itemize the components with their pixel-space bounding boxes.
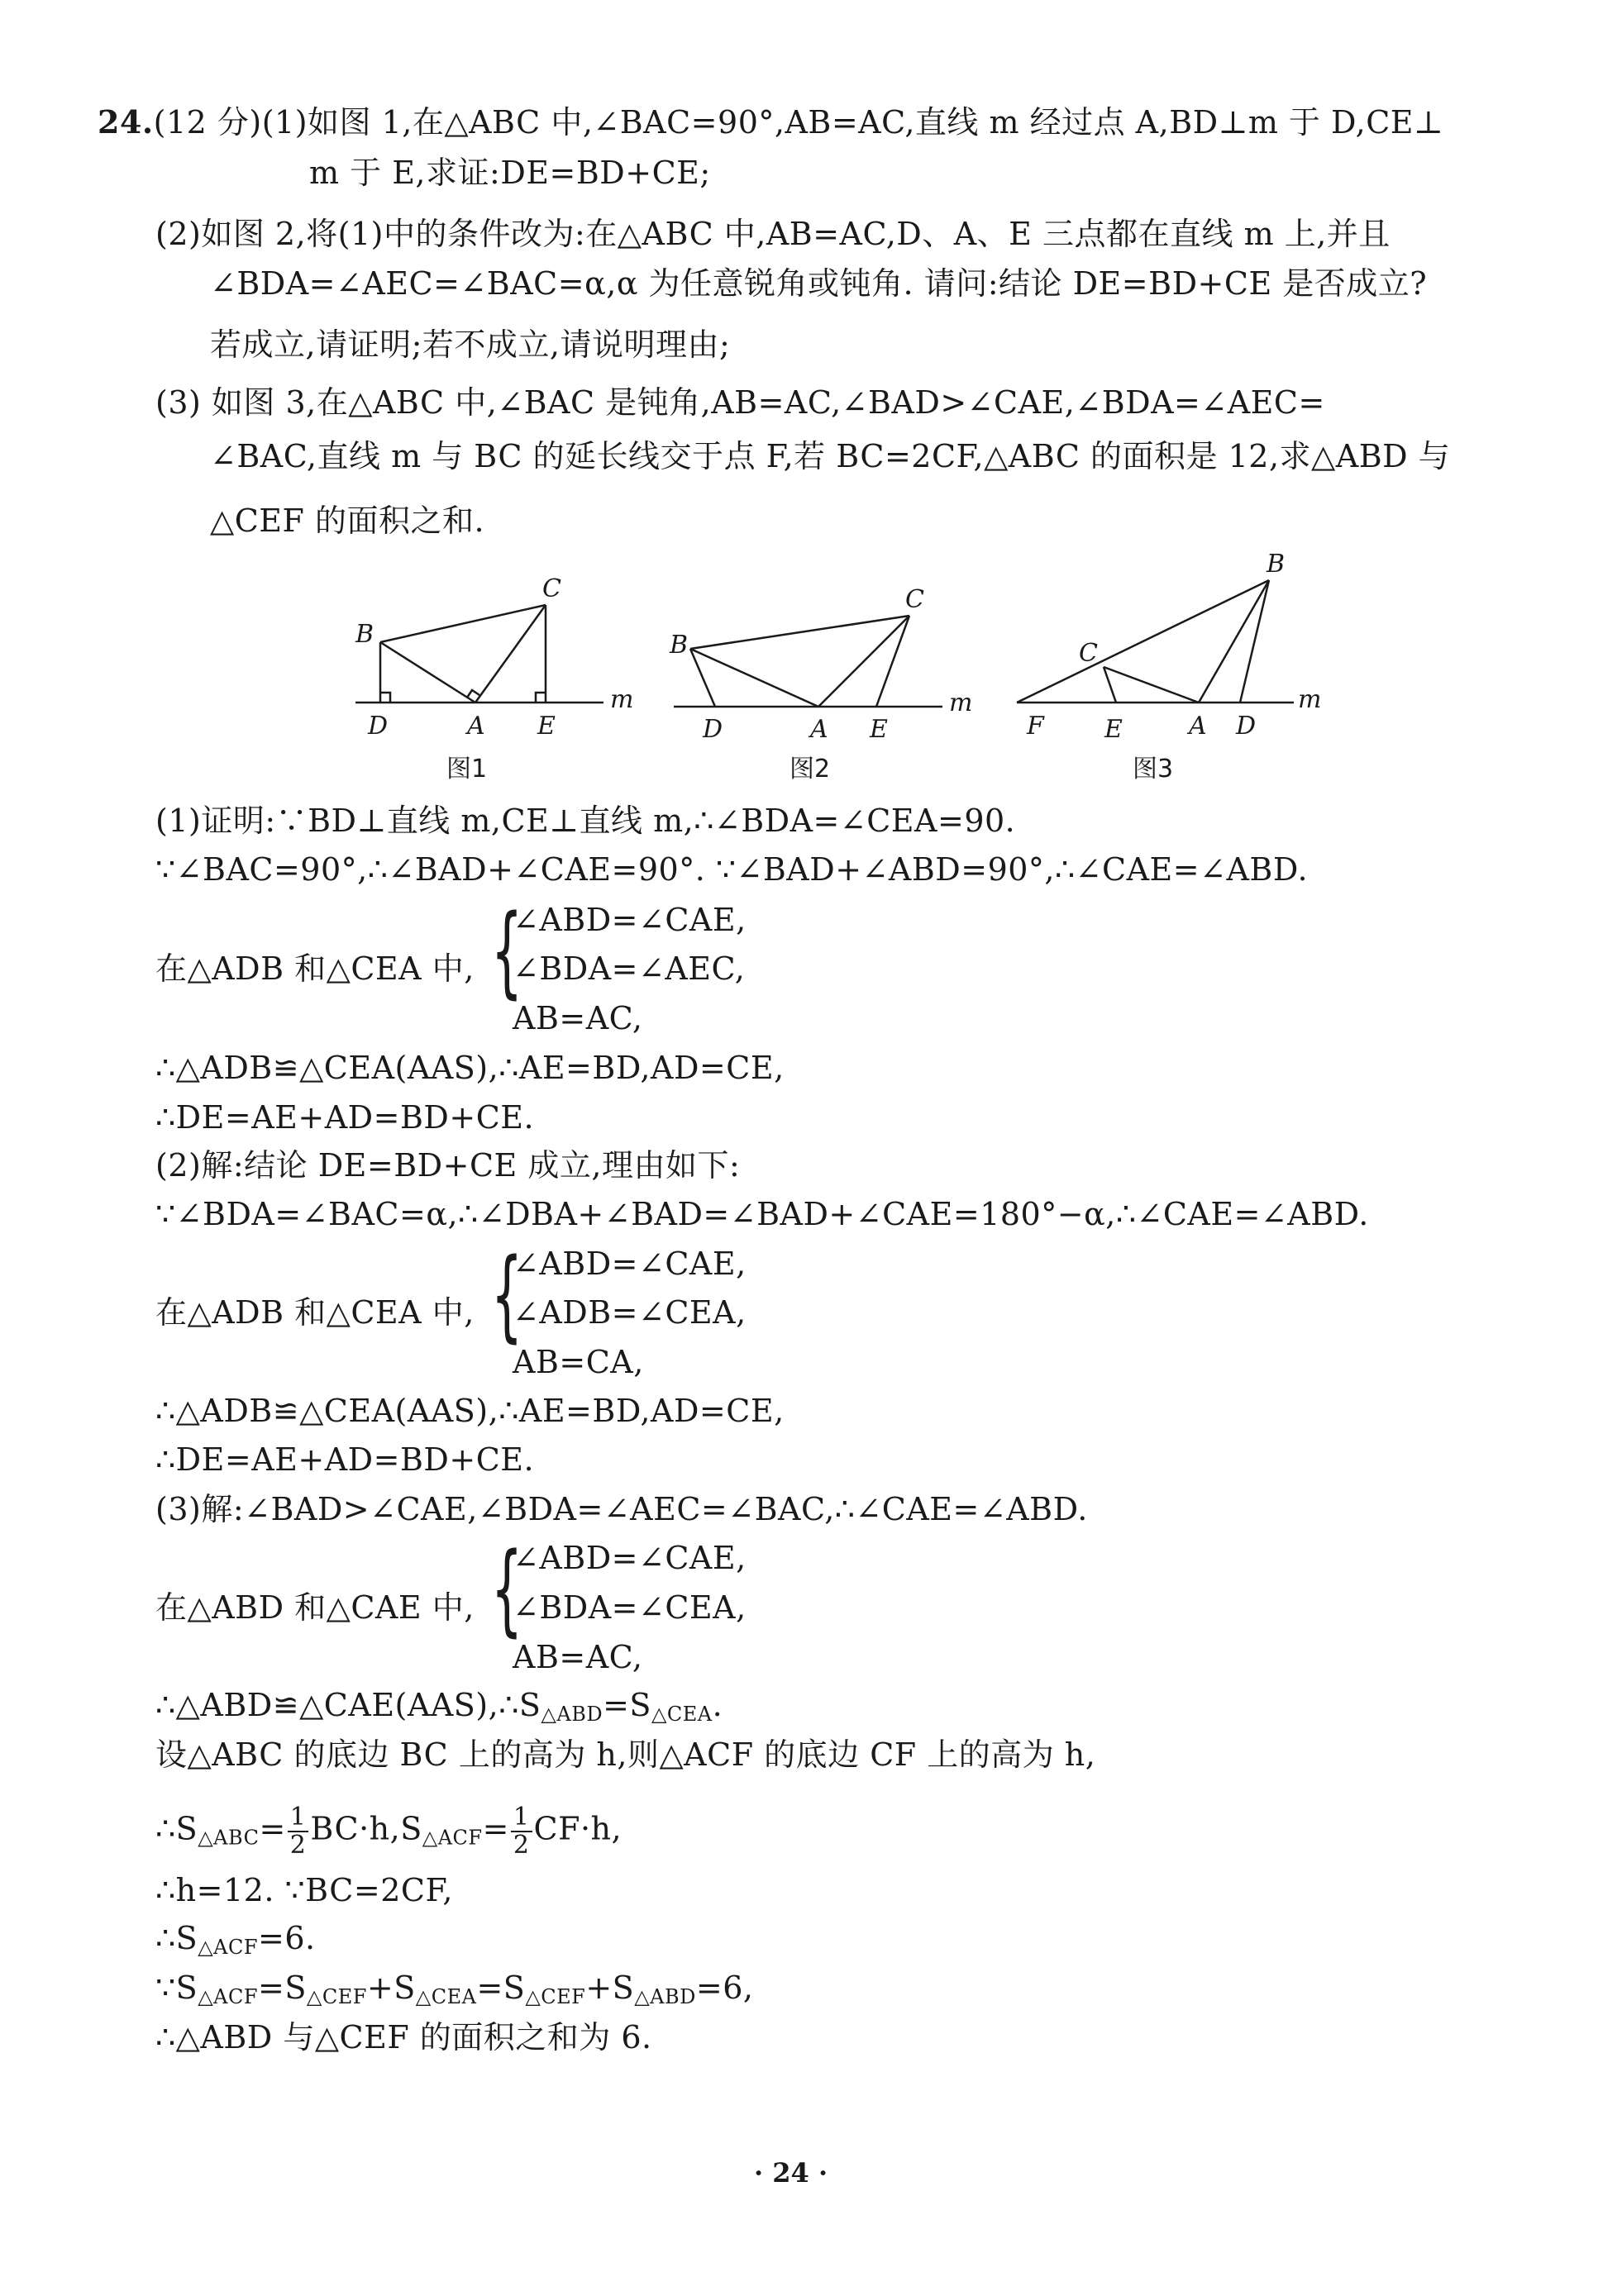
solution-line-16: ∴h=12. ∵BC=2CF, bbox=[155, 1872, 454, 1908]
problem-line-5: 若成立,请证明;若不成立,请说明理由; bbox=[210, 326, 731, 363]
solution-line-15: $\therefore S_{\triangle ABC}=$ $\frac{1}{2}$ $BC\cdot h,S_{\triangle ACF}=$ $\frac{1}{2}$ CF·h, bbox=[155, 1803, 623, 1860]
fig1-label-d: D bbox=[368, 712, 389, 741]
figure-3 bbox=[1017, 580, 1294, 703]
system-2-eq-a: ∠ABD=∠CAE, bbox=[513, 1246, 747, 1282]
system-1-lead: 在△ADB 和△CEA 中, bbox=[155, 950, 475, 987]
fig2-label-c: C bbox=[905, 585, 924, 614]
fraction-one-half: $\frac{1}{2}$ bbox=[288, 1804, 309, 1859]
system-1-brace: { bbox=[491, 894, 523, 1010]
system-3-eq-c: AB=AC, bbox=[513, 1639, 643, 1675]
solution-line-10: ∴DE=AE+AD=BD+CE. bbox=[155, 1441, 535, 1478]
fig2-label-d: D bbox=[703, 715, 723, 744]
fig3-label-e: E bbox=[1104, 715, 1123, 744]
system-1-eq-b: ∠BDA=∠AEC, bbox=[513, 950, 746, 987]
fig1-label-a: A bbox=[467, 712, 485, 741]
system-1-eq-a: ∠ABD=∠CAE, bbox=[513, 902, 747, 938]
fig1-label-c: C bbox=[542, 574, 561, 603]
solution-line-6: (2)解:结论 DE=BD+CE 成立,理由如下: bbox=[155, 1147, 741, 1184]
fig1-label-e: E bbox=[537, 712, 556, 741]
problem-number: 24. bbox=[98, 103, 154, 141]
fig3-label-d: D bbox=[1236, 712, 1257, 741]
solution-line-14: 设△ABC 的底边 BC 上的高为 h,则△ACF 的底边 CF 上的高为 h, bbox=[155, 1736, 1096, 1773]
problem-text-1: (12 分)(1)如图 1,在△ABC 中,∠BAC=90°,AB=AC,直线 m 经过点 A,BD⊥m 于 D,CE⊥ bbox=[153, 104, 1444, 141]
figures-svg bbox=[347, 545, 1339, 793]
system-3-brace: { bbox=[491, 1532, 523, 1648]
problem-line-2: m 于 E,求证:DE=BD+CE; bbox=[309, 155, 711, 191]
fig1-caption: 图1 bbox=[446, 755, 488, 784]
fig2-label-b: B bbox=[670, 631, 689, 660]
system-3-lead: 在△ABD 和△CAE 中, bbox=[155, 1589, 475, 1626]
system-3-eq-a: ∠ABD=∠CAE, bbox=[513, 1540, 747, 1576]
problem-line-4: ∠BDA=∠AEC=∠BAC=α,α 为任意锐角或钝角. 请问:结论 DE=BD+CE 是否成立? bbox=[210, 265, 1428, 302]
system-2-eq-c: AB=CA, bbox=[513, 1344, 644, 1380]
fig1-label-m: m bbox=[610, 685, 634, 714]
solution-line-7: ∵∠BDA=∠BAC=α,∴∠DBA+∠BAD=∠BAD+∠CAE=180°−α,∴∠CAE=∠ABD. bbox=[155, 1196, 1369, 1232]
fraction-one-half-2: $\frac{1}{2}$ bbox=[511, 1804, 532, 1859]
system-2-eq-b: ∠ADB=∠CEA, bbox=[513, 1294, 747, 1331]
problem-line-8: △CEF 的面积之和. bbox=[210, 503, 485, 539]
fig2-label-m: m bbox=[949, 688, 973, 717]
fig2-label-e: E bbox=[870, 715, 888, 744]
fig3-label-m: m bbox=[1298, 685, 1322, 714]
problem-line-6: (3) 如图 3,在△ABC 中,∠BAC 是钝角,AB=AC,∠BAD>∠CAE,∠BDA=∠AEC= bbox=[155, 384, 1325, 421]
solution-line-1: (1)证明:∵BD⊥直线 m,CE⊥直线 m,∴∠BDA=∠CEA=90. bbox=[155, 803, 1016, 839]
figure-2 bbox=[674, 616, 942, 707]
page-number: · 24 · bbox=[754, 2157, 828, 2189]
fig2-label-a: A bbox=[810, 715, 828, 744]
system-2-brace: { bbox=[491, 1238, 523, 1354]
fig3-label-b: B bbox=[1267, 550, 1286, 579]
fig1-label-b: B bbox=[355, 620, 374, 649]
problem-line-7: ∠BAC,直线 m 与 BC 的延长线交于点 F,若 BC=2CF,△ABC 的面积是 12,求△ABD 与 bbox=[210, 438, 1451, 474]
solution-line-18: $\because S_{\triangle ACF}=S_{\triangle CEF}+S_{\triangle CEA}=S_{\triangle CEF}+S_{\triangle ABD}=6$, bbox=[155, 1970, 754, 2008]
fig3-label-a: A bbox=[1189, 712, 1207, 741]
solution-line-19: ∴△ABD 与△CEF 的面积之和为 6. bbox=[155, 2019, 652, 2055]
solution-line-4: ∴△ADB≌△CEA(AAS),∴AE=BD,AD=CE, bbox=[155, 1050, 785, 1086]
system-2-lead: 在△ADB 和△CEA 中, bbox=[155, 1294, 475, 1331]
solution-line-9: ∴△ADB≌△CEA(AAS),∴AE=BD,AD=CE, bbox=[155, 1393, 785, 1429]
figure-1 bbox=[355, 605, 603, 703]
solution-line-5: ∴DE=AE+AD=BD+CE. bbox=[155, 1099, 535, 1136]
system-1-eq-c: AB=AC, bbox=[513, 1000, 643, 1036]
problem-line-3: (2)如图 2,将(1)中的条件改为:在△ABC 中,AB=AC,D、A、E 三点都在直线 m 上,并且 bbox=[155, 216, 1391, 252]
fig3-label-f: F bbox=[1027, 712, 1044, 741]
system-3-eq-b: ∠BDA=∠CEA, bbox=[513, 1589, 747, 1626]
fig3-label-c: C bbox=[1079, 639, 1098, 668]
solution-line-17: $\therefore S_{\triangle ACF}=6$. bbox=[155, 1920, 316, 1959]
problem-line-1 bbox=[98, 102, 1443, 143]
fig2-caption: 图2 bbox=[790, 755, 831, 784]
solution-line-11: (3)解:∠BAD>∠CAE,∠BDA=∠AEC=∠BAC,∴∠CAE=∠ABD. bbox=[155, 1491, 1088, 1527]
solution-line-13: $\therefore\triangle ABD≌\triangle CAE(AAS),\therefore S_{\triangle ABD}=S_{\triangle CEA}$. bbox=[155, 1687, 723, 1726]
fig3-caption: 图3 bbox=[1133, 755, 1174, 784]
solution-line-2: ∵∠BAC=90°,∴∠BAD+∠CAE=90°. ∵∠BAD+∠ABD=90°,∴∠CAE=∠ABD. bbox=[155, 851, 1309, 888]
